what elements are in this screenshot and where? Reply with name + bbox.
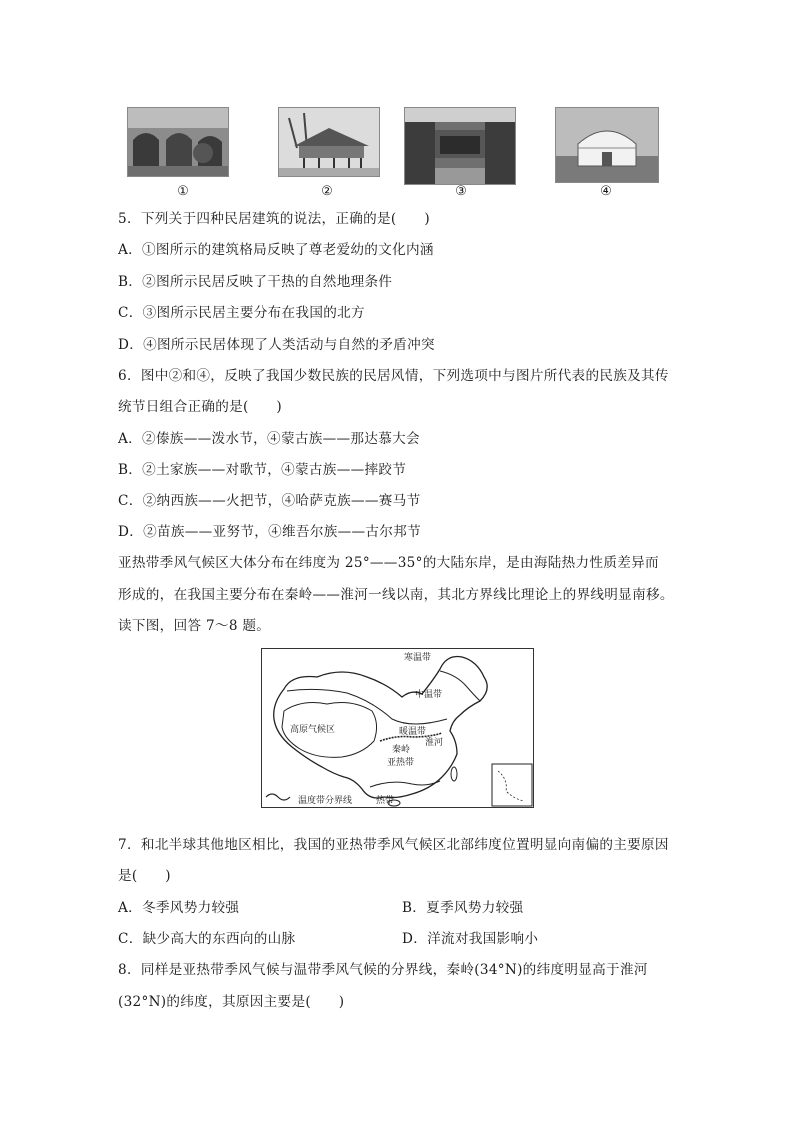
- q5-option-d: D．④图所示民居体现了人类活动与自然的矛盾冲突: [118, 337, 435, 353]
- map-label-plateau: 高原气候区: [290, 725, 336, 735]
- passage-line2: 形成的，在我国主要分布在秦岭——淮河一线以南，其北方界线比理论上的界线明显南移。: [118, 587, 674, 603]
- map-label-cold-temperate: 寒温带: [404, 653, 432, 663]
- photo-4-label: ④: [600, 184, 612, 199]
- q5-option-c: C．③图所示民居主要分布在我国的北方: [118, 305, 365, 321]
- q8-stem-line1: 8．同样是亚热带季风气候与温带季风气候的分界线，秦岭(34°N)的纬度明显高于淮河: [118, 962, 648, 978]
- map-legend-label: 温度带分界线: [298, 796, 353, 806]
- q7-option-a: A．冬季风势力较强: [118, 900, 240, 916]
- q6-option-c: C．②纳西族——火把节，④哈萨克族——赛马节: [118, 493, 421, 509]
- map-label-subtropical: 亚热带: [387, 758, 415, 768]
- q5-option-b: B．②图所示民居反映了干热的自然地理条件: [118, 274, 393, 290]
- q6-option-d: D．②苗族——亚努节，④维吾尔族——古尔邦节: [118, 524, 421, 540]
- q5-option-a: A．①图所示的建筑格局反映了尊老爱幼的文化内涵: [118, 242, 434, 258]
- q6-stem-line1: 6．图中②和④，反映了我国少数民族的民居风情，下列选项中与图片所代表的民族及其传: [118, 368, 669, 384]
- passage-line3: 读下图，回答 7～8 题。: [118, 618, 271, 634]
- china-temperature-zone-map: [261, 648, 534, 808]
- q7-option-b: B．夏季风势力较强: [402, 900, 524, 916]
- map-label-huaihe: 淮河: [425, 738, 444, 748]
- photo-1-cave-dwelling: [127, 107, 229, 177]
- passage-line1: 亚热带季风气候区大体分布在纬度为 25°——35°的大陆东岸，是由海陆热力性质差异而: [118, 555, 659, 571]
- q6-stem-line2: 统节日组合正确的是( ): [118, 399, 283, 415]
- map-label-mid-temperate: 中温带: [415, 690, 443, 700]
- photo-4-yurt: [555, 107, 659, 183]
- photo-3-courtyard: [404, 107, 516, 185]
- photo-2-label: ②: [321, 184, 333, 199]
- q7-stem-line2: 是( ): [118, 868, 171, 884]
- photo-2-stilt-house: [278, 107, 380, 177]
- map-label-qinling: 秦岭: [392, 745, 411, 755]
- q6-option-b: B．②土家族——对歌节，④蒙古族——摔跤节: [118, 462, 407, 478]
- q8-stem-line2: (32°N)的纬度，其原因主要是( ): [118, 994, 345, 1010]
- q7-option-c: C．缺少高大的东西向的山脉: [118, 931, 296, 947]
- q7-option-d: D．洋流对我国影响小: [402, 931, 539, 947]
- photo-3-label: ③: [455, 184, 467, 199]
- photo-1-label: ①: [177, 184, 189, 199]
- q7-stem-line1: 7．和北半球其他地区相比，我国的亚热带季风气候区北部纬度位置明显向南偏的主要原因: [118, 837, 669, 853]
- q5-stem: 5．下列关于四种民居建筑的说法，正确的是( ): [118, 211, 430, 227]
- map-label-warm-temperate: 暖温带: [399, 727, 427, 737]
- map-label-tropical: 热带: [376, 796, 395, 806]
- q6-option-a: A．②傣族——泼水节，④蒙古族——那达慕大会: [118, 431, 420, 447]
